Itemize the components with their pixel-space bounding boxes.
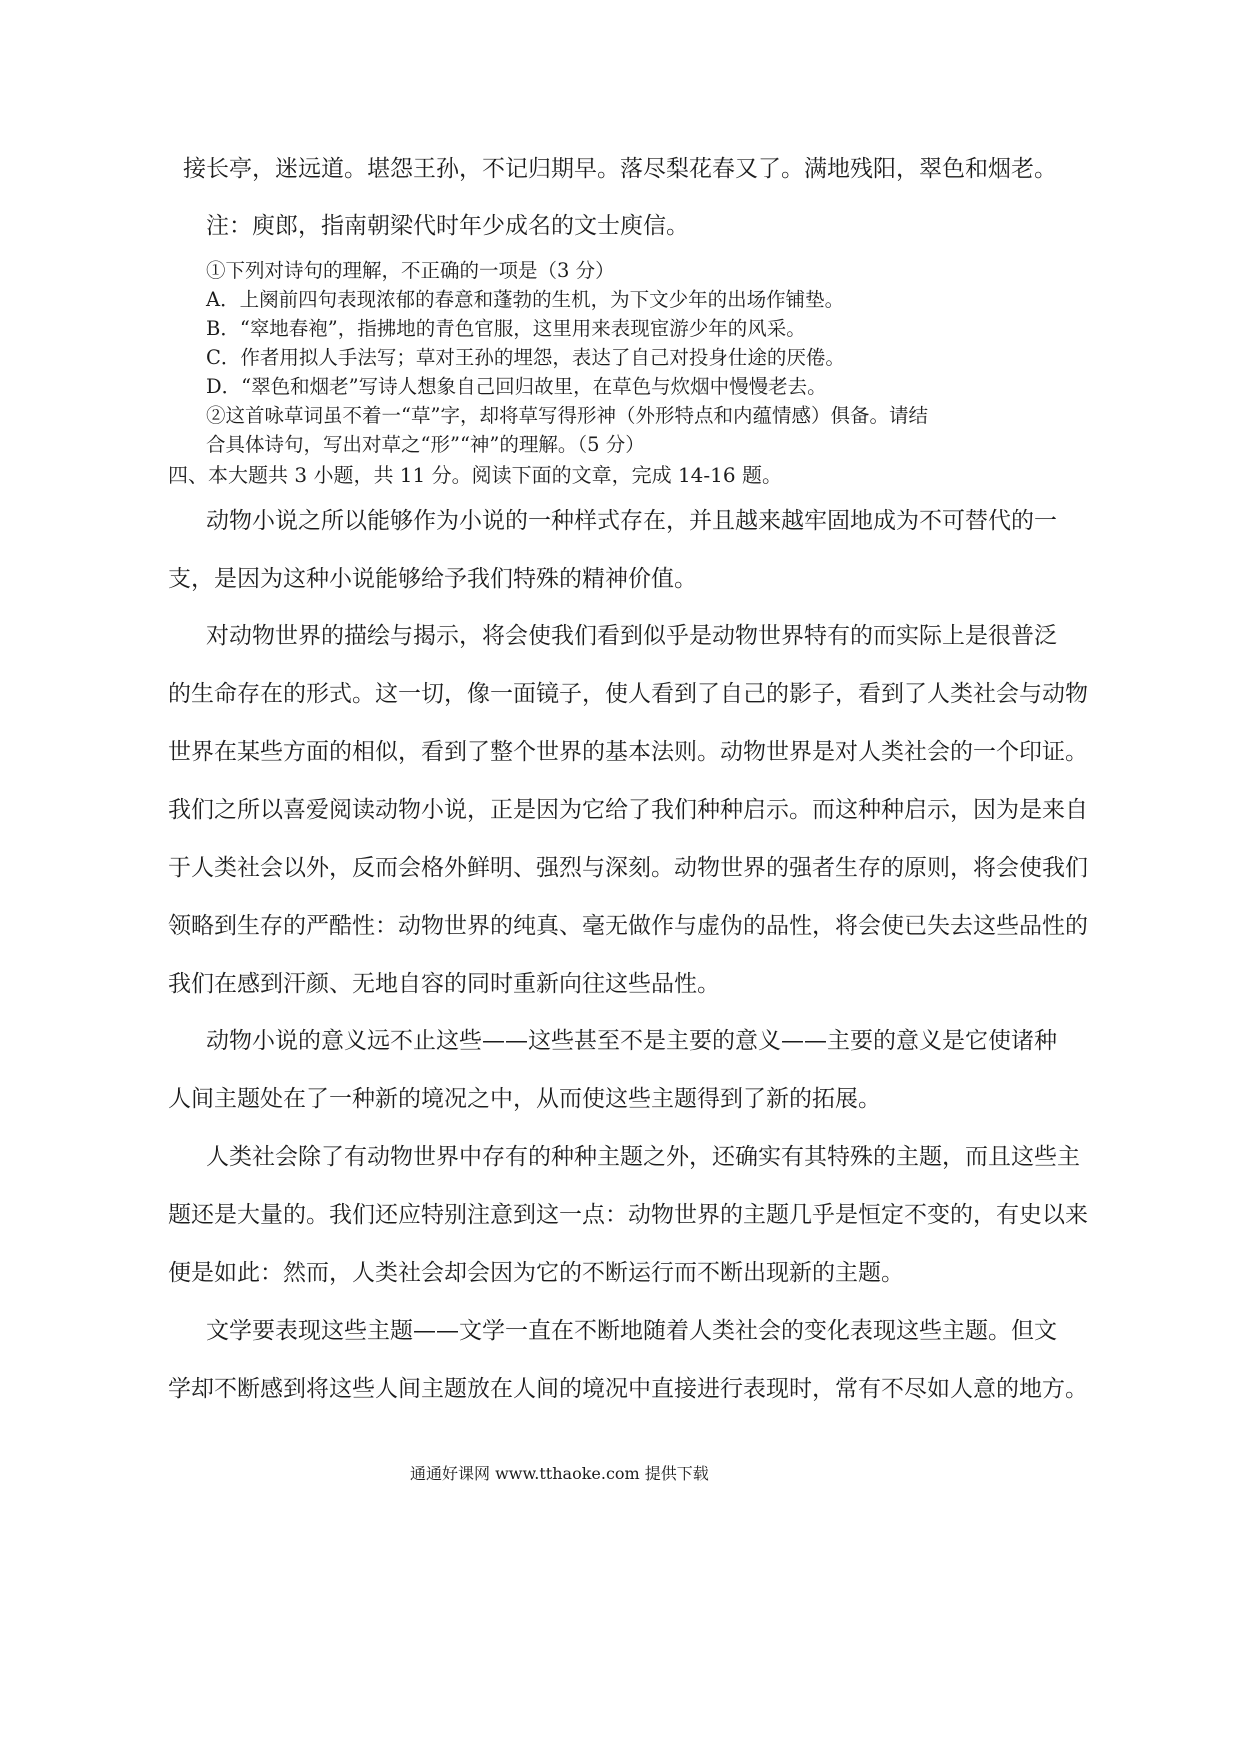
article-line: 题还是大量的。我们还应特别注意到这一点：动物世界的主题几乎是恒定不变的，有史以来 [168, 1202, 1088, 1228]
page-footer: 通通好课网 www.tthaoke.com 提供下载 [410, 1464, 709, 1483]
section-4-heading: 四、本大题共 3 小题，共 11 分。阅读下面的文章，完成 14-16 题。 [168, 463, 782, 487]
article-line: 人间主题处在了一种新的境况之中，从而使这些主题得到了新的拓展。 [168, 1086, 881, 1112]
question-1-option-a: A．上阕前四句表现浓郁的春意和蓬勃的生机，为下文少年的出场作铺垫。 [206, 288, 845, 311]
article-line: 于人类社会以外，反而会格外鲜明、强烈与深刻。动物世界的强者生存的原则，将会使我们 [168, 855, 1088, 881]
question-2-line-2: 合具体诗句，写出对草之“形”“神”的理解。（5 分） [206, 433, 645, 456]
poem-last-line: 接长亭，迷远道。堪怨王孙，不记归期早。落尽梨花春又了。满地残阳，翠色和烟老。 [183, 156, 1057, 182]
question-2-line-1: ②这首咏草词虽不着一“草”字，却将草写得形神（外形特点和内蕴情感）俱备。请结 [206, 404, 928, 427]
article-line: 我们在感到汗颜、无地自容的同时重新向往这些品性。 [168, 971, 720, 997]
article-line: 学却不断感到将这些人间主题放在人间的境况中直接进行表现时，常有不尽如人意的地方。 [168, 1376, 1088, 1402]
article-line: 动物小说的意义远不止这些——这些甚至不是主要的意义——主要的意义是它使诸种 [206, 1028, 1057, 1054]
article-line: 动物小说之所以能够作为小说的一种样式存在，并且越来越牢固地成为不可替代的一 [206, 508, 1057, 534]
question-1-option-d: D．“翠色和烟老”写诗人想象自己回归故里，在草色与炊烟中慢慢老去。 [206, 375, 827, 398]
article-line: 人类社会除了有动物世界中存有的种种主题之外，还确实有其特殊的主题，而且这些主 [206, 1144, 1080, 1170]
article-line: 我们之所以喜爱阅读动物小说，正是因为它给了我们种种启示。而这种种启示，因为是来自 [168, 797, 1088, 823]
article-line: 世界在某些方面的相似，看到了整个世界的基本法则。动物世界是对人类社会的一个印证。 [168, 739, 1088, 765]
question-1-option-b: B．“窣地春袍”，指拂地的青色官服，这里用来表现宦游少年的风采。 [206, 317, 806, 340]
article-line: 领略到生存的严酷性：动物世界的纯真、毫无做作与虚伪的品性，将会使已失去这些品性的 [168, 913, 1088, 939]
article-line: 便是如此：然而，人类社会却会因为它的不断运行而不断出现新的主题。 [168, 1260, 904, 1286]
question-1-option-c: C．作者用拟人手法写；草对王孙的埋怨，表达了自己对投身仕途的厌倦。 [206, 346, 845, 369]
article-line: 对动物世界的描绘与揭示，将会使我们看到似乎是动物世界特有的而实际上是很普泛 [206, 623, 1057, 649]
question-1-stem: ①下列对诗句的理解，不正确的一项是（3 分） [206, 259, 615, 282]
article-line: 文学要表现这些主题——文学一直在不断地随着人类社会的变化表现这些主题。但文 [206, 1318, 1057, 1344]
poem-note: 注：庾郎，指南朝梁代时年少成名的文士庾信。 [206, 213, 689, 239]
article-line: 的生命存在的形式。这一切，像一面镜子，使人看到了自己的影子，看到了人类社会与动物 [168, 681, 1088, 707]
article-line: 支，是因为这种小说能够给予我们特殊的精神价值。 [168, 566, 697, 592]
